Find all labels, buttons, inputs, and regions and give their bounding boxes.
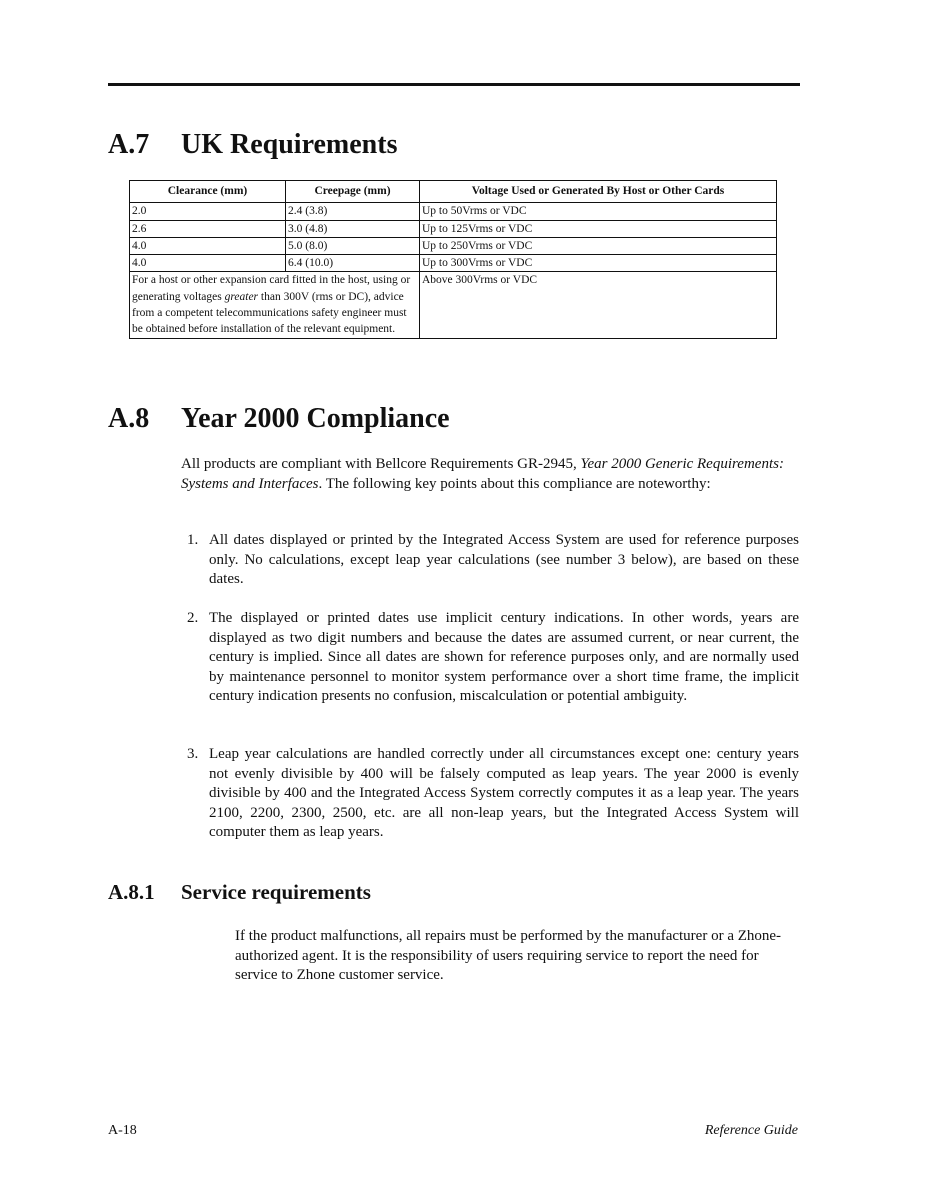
cell-voltage: Above 300Vrms or VDC	[420, 272, 777, 338]
table-row	[130, 220, 777, 237]
list-number: 1.	[187, 532, 199, 548]
section-number: A.8.1	[108, 880, 155, 904]
section-a81-heading	[108, 879, 708, 905]
cell-creepage: 5.0 (8.0)	[286, 237, 420, 254]
a8-intro-paragraph	[181, 455, 799, 494]
list-number: 3.	[187, 746, 199, 762]
page-number: A-18	[108, 1123, 137, 1138]
cell-note	[130, 272, 420, 338]
note-emphasis: greater	[224, 290, 259, 303]
section-title: Year 2000 Compliance	[181, 403, 450, 434]
list-item	[187, 609, 799, 707]
section-number: A.8	[108, 403, 150, 434]
list-number: 2.	[187, 610, 199, 626]
cell-creepage: 3.0 (4.8)	[286, 220, 420, 237]
table-header-row	[130, 181, 777, 203]
cell-clearance: 2.0	[130, 203, 286, 220]
section-a8-heading	[108, 402, 708, 436]
document-title: Reference Guide	[704, 1123, 798, 1138]
list-item	[187, 531, 799, 590]
cell-voltage: Up to 250Vrms or VDC	[420, 237, 777, 254]
cell-clearance: 2.6	[130, 220, 286, 237]
table-note-row	[130, 272, 777, 338]
col-header-creepage: Creepage (mm)	[286, 181, 420, 203]
list-text: All dates displayed or printed by the Integrated Access System are used for reference purposes only. No calculations, except leap year calculations (see number 3 below), are based on these dates.	[209, 532, 799, 587]
col-header-clearance: Clearance (mm)	[130, 181, 286, 203]
a81-paragraph: If the product malfunctions, all repairs must be performed by the manufacturer or a Zhone-authorized agent. It is the responsibility of users requiring service to report the need for service to Zhone customer service.	[235, 928, 782, 983]
table-row	[130, 203, 777, 220]
table-row	[130, 255, 777, 272]
cell-clearance: 4.0	[130, 255, 286, 272]
section-a7-heading	[108, 128, 708, 162]
table-row	[130, 237, 777, 254]
cell-voltage: Up to 300Vrms or VDC	[420, 255, 777, 272]
cell-creepage: 6.4 (10.0)	[286, 255, 420, 272]
header-rule	[108, 83, 800, 86]
cell-voltage: Up to 50Vrms or VDC	[420, 203, 777, 220]
list-text: Leap year calculations are handled correctly under all circumstances except one: century years not evenly divisible by 400 will be falsely computed as leap years. The year 2000 is evenly divisible by 400 and the Integrated Access System correctly computes it as a leap year. The years 2100, 2200, 2300, 2500, etc. are all non-leap years, but the Integrated Access System will computer them as leap years.	[209, 746, 799, 840]
note-text: than 300V (rms or DC), advice from a competent telecommunications safety engineer must be obtained before installation of the relevant equipment.	[132, 290, 407, 336]
list-text: The displayed or printed dates use implicit century indications. In other words, years are displayed as two digit numbers and because the dates are assumed current, or near current, the century is implied. Since all dates are shown for reference purposes only, and are normally used by maintenance personnel to monitor system performance over a short time frame, the implicit century indication presents no confusion, miscalculation or potential ambiguity.	[209, 610, 799, 704]
note-text: For a host or other expansion card fitted in the host, using or generating voltages	[132, 274, 411, 303]
cell-clearance: 4.0	[130, 237, 286, 254]
cell-voltage: Up to 125Vrms or VDC	[420, 220, 777, 237]
intro-doc-title: Year 2000 Generic Requirements: Systems and Interfaces	[181, 456, 784, 492]
col-header-voltage: Voltage Used or Generated By Host or Other Cards	[420, 181, 777, 203]
section-title: UK Requirements	[181, 129, 398, 160]
uk-requirements-table	[129, 180, 777, 339]
section-title: Service requirements	[181, 880, 371, 904]
cell-creepage: 2.4 (3.8)	[286, 203, 420, 220]
intro-text: All products are compliant with Bellcore Requirements GR-2945,	[181, 456, 581, 472]
intro-text: . The following key points about this compliance are noteworthy:	[318, 475, 711, 492]
list-item	[187, 745, 799, 843]
section-number: A.7	[108, 129, 150, 160]
